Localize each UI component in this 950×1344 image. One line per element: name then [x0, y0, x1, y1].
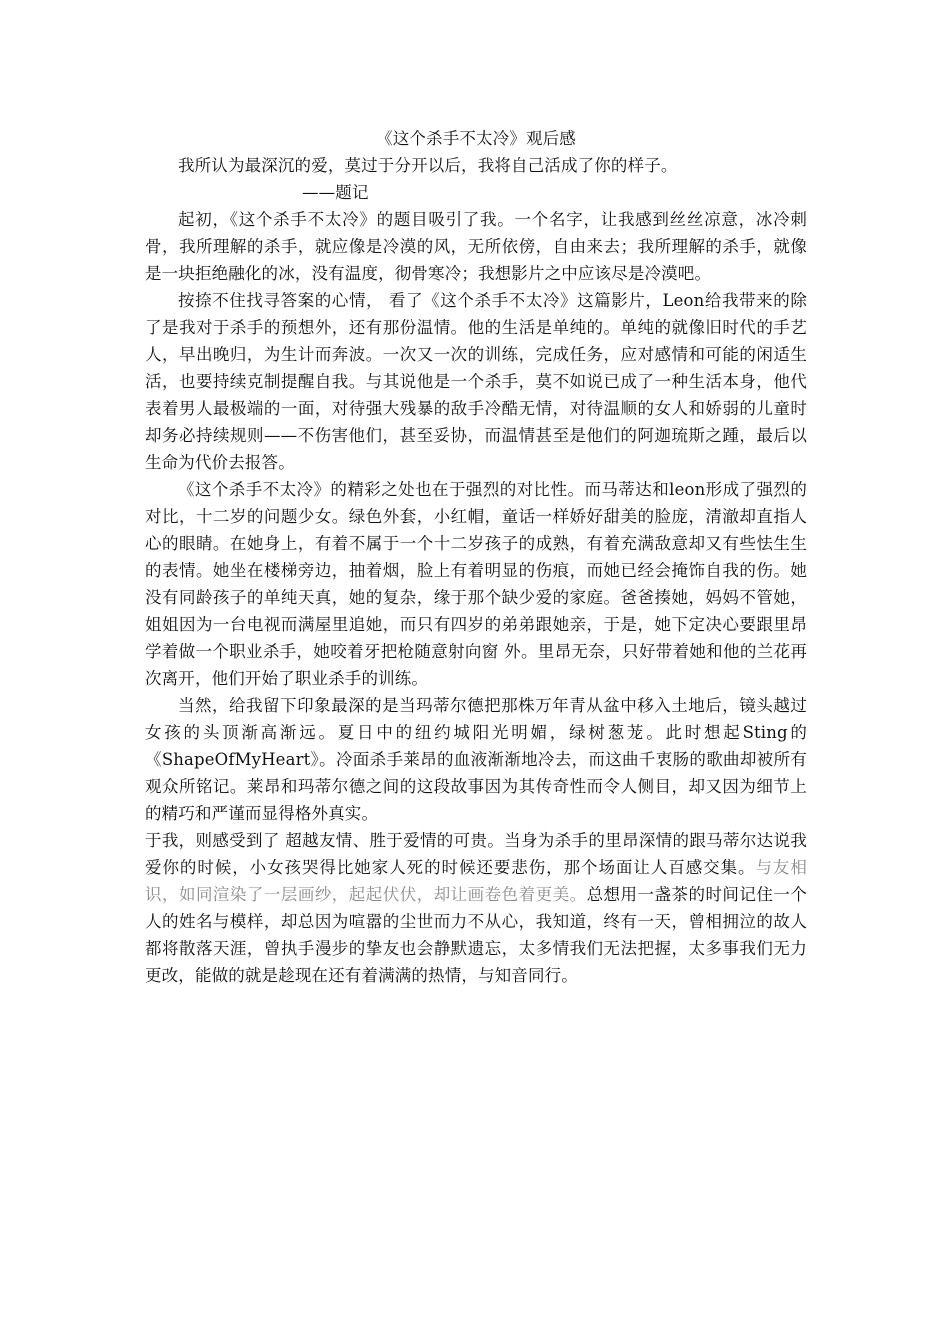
paragraph-4: 当然，给我留下印象最深的是当玛蒂尔德把那株万年青从盆中移入土地后，镜头越过女孩的头顶渐高渐远。夏日中的纽约城阳光明媚，绿树葱茏。此时想起Sting的《ShapeOfMyHeart》。冷面杀手莱昂的血液渐渐地冷去，而这曲千衷肠的歌曲却被所有观众所铭记。莱昂和玛蒂尔德之间的这段故事因为其传奇性而令人侧目，却又因为细节上的精巧和严谨而显得格外真实。	[145, 696, 807, 823]
epigraph-source: ——题记	[302, 183, 369, 202]
paragraph-5	[145, 827, 807, 989]
paragraph-2: 按捺不住找寻答案的心情， 看了《这个杀手不太冷》这篇影片，Leon给我带来的除了是我对于杀手的预想外，还有那份温情。他的生活是单纯的。单纯的就像旧时代的手艺人，早出晚归，为生计而奔波。一次又一次的训练，完成任务，应对感情和可能的闲适生活，也要持续克制提醒自我。与其说他是一个杀手，莫不如说已成了一种生活本身，他代表着男人最极端的一面，对待强大残暴的敌手冷酷无情，对待温顺的女人和娇弱的儿童时却务必持续规则——不伤害他们，甚至妥协，而温情甚至是他们的阿迦琉斯之踵，最后以生命为代价去报答。	[145, 291, 807, 472]
paragraph-1: 起初，《这个杀手不太冷》的题目吸引了我。一个名字，让我感到丝丝凉意，冰冷刺骨，我所理解的杀手，就应像是冷漠的风，无所依傍，自由来去；我所理解的杀手，就像是一块拒绝融化的冰，没有温度，彻骨寒冷；我想影片之中应该尽是冷漠吧。	[145, 210, 807, 283]
epigraph: 我所认为最深沉的爱，莫过于分开以后，我将自己活成了你的样子。	[178, 156, 678, 175]
document-title: 《这个杀手不太冷》观后感	[376, 129, 576, 148]
paragraph-5-closing-text: 总想用一盏茶的时间记住一个人的姓名与模样，却总因为喧嚣的尘世而力不从心，我知道，终有一天，曾相拥泣的故人都将散落天涯，曾执手漫步的挚友也会静默遗忘，太多情我们无法把握，太多事我们无力更改，能做的就是趁现在还有着满满的热情，与知音同行。	[145, 885, 808, 985]
paragraph-5-text: 于我，则感受到了 超越友情、胜于爱情的可贵。当身为杀手的里昂深情的跟马蒂尔达说我爱你的时候，小女孩哭得比她家人死的时候还要悲伤，那个场面让人百感交集。	[145, 831, 807, 877]
document-body	[145, 125, 807, 989]
paragraph-5-faded-text: 与友相识，如同渲染了一层画纱，起起伏伏，却让画卷色着更美。	[145, 858, 808, 904]
paragraph-3: 《这个杀手不太冷》的精彩之处也在于强烈的对比性。而马蒂达和leon形成了强烈的对比，十二岁的问题少女。绿色外套，小红帽，童话一样娇好甜美的脸庞，清澈却直指人心的眼睛。在她身上，有着不属于一个十二岁孩子的成熟，有着充满敌意却又有些怯生生的表情。她坐在楼梯旁边，抽着烟，脸上有着明显的伤痕，而她已经会掩饰自我的伤。她没有同龄孩子的单纯天真，她的复杂，缘于那个缺少爱的家庭。爸爸揍她，妈妈不管她，姐姐因为一台电视而满屋里追她，而只有四岁的弟弟跟她亲，于是，她下定决心要跟里昂学着做一个职业杀手，她咬着牙把枪随意射向窗 外。里昂无奈，只好带着她和他的兰花再次离开，他们开始了职业杀手的训练。	[145, 480, 807, 688]
